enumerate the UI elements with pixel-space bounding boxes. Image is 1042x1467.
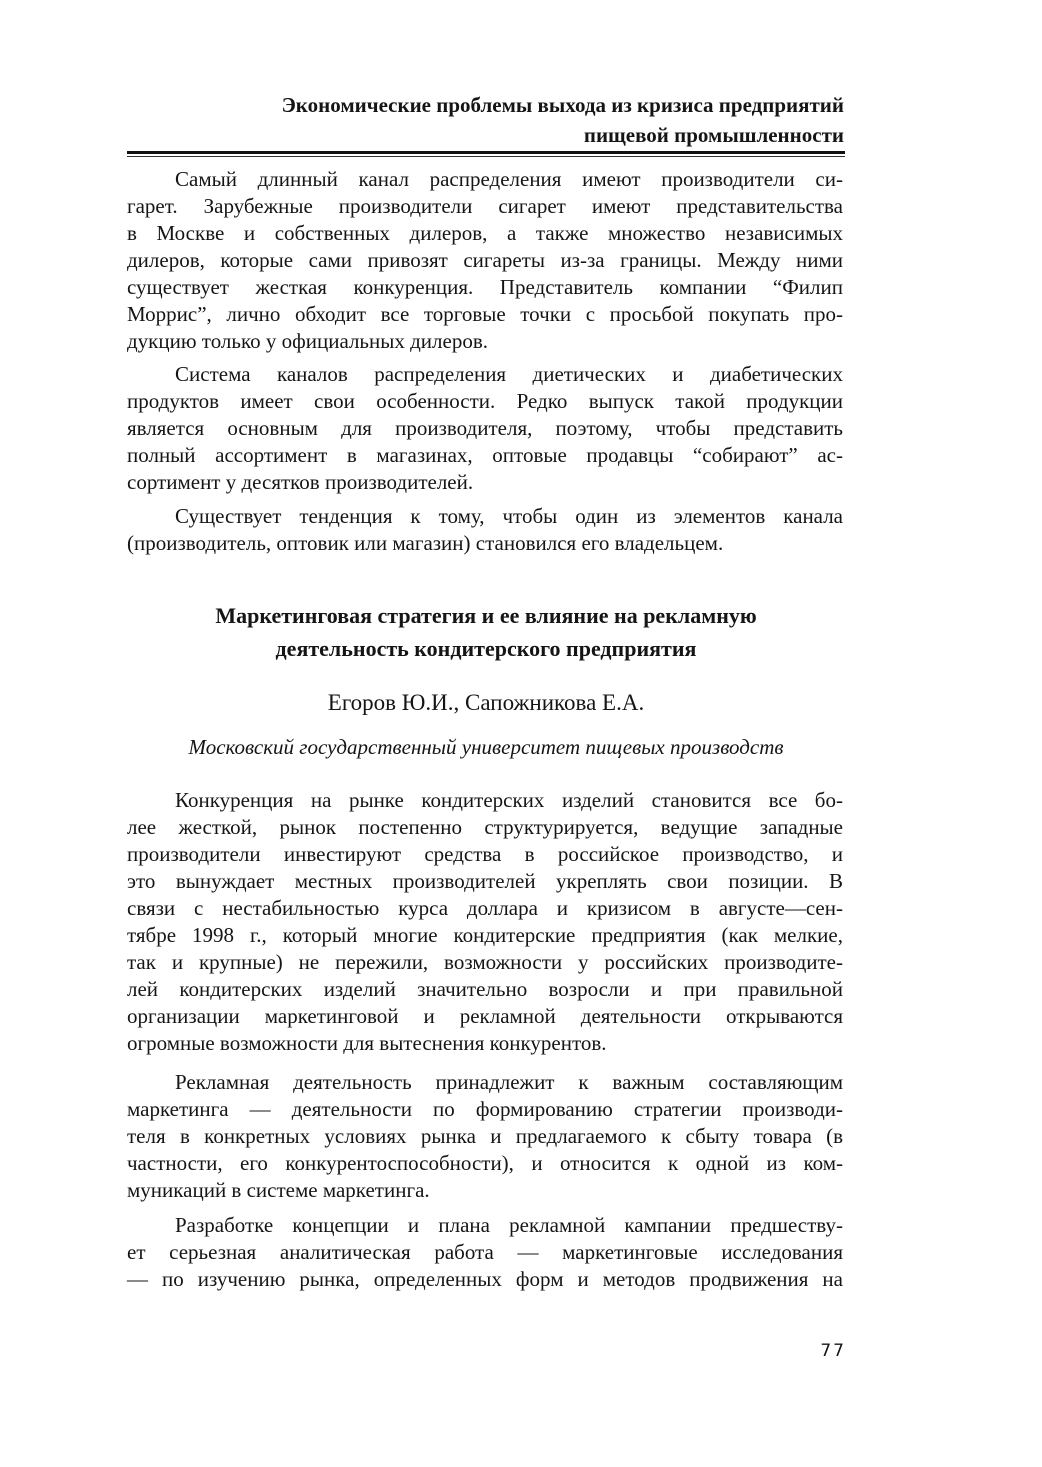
text-line: — по изучению рынка, определенных форм и методов продвижения на — [127, 1267, 843, 1291]
text-line: Рекламная деятельность принадлежит к важным составляющим — [175, 1070, 843, 1094]
text-line: ет серьезная аналитическая работа — маркетинговые исследования — [127, 1240, 843, 1264]
text-line: лей кондитерских изделий значительно возросли и при правильной — [127, 977, 843, 1001]
text-line: огромные возможности для вытеснения конкурентов. — [127, 1031, 607, 1055]
header-rule-thick — [127, 151, 845, 154]
text-line: Разработке концепции и плана рекламной кампании предшеству- — [175, 1213, 843, 1237]
text-line: в Москве и собственных дилеров, а также множество независимых — [127, 221, 843, 245]
article-authors: Егоров Ю.И., Сапожникова Е.А. — [327, 690, 645, 715]
text-line: связи с нестабильностью курса доллара и кризисом в августе—сен- — [127, 896, 843, 920]
text-line: лее жесткой, рынок постепенно структурируется, ведущие западные — [127, 815, 843, 839]
text-line: полный ассортимент в магазинах, оптовые продавцы “собирают” ас- — [127, 443, 843, 467]
article-affiliation: Московский государственный университет пищевых производств — [188, 735, 784, 759]
intro-paragraph-2 — [127, 361, 843, 496]
running-head — [180, 90, 844, 150]
article-title-line-2: деятельность кондитерского предприятия — [275, 636, 697, 661]
text-line: так и крупные) не пережили, возможности у российских производите- — [127, 950, 843, 974]
article-title — [127, 599, 845, 665]
text-line: организации маркетинговой и рекламной деятельности открываются — [127, 1004, 843, 1028]
page-number: 77 — [820, 1341, 846, 1361]
text-line: (производитель, оптовик или магазин) становился его владельцем. — [127, 531, 724, 555]
intro-paragraph-1 — [127, 166, 843, 355]
running-head-line-2: пищевой промышленности — [583, 123, 844, 147]
text-line: продуктов имеет свои особенности. Редко выпуск такой продукции — [127, 389, 843, 413]
text-line: это вынуждает местных производителей укреплять свои позиции. В — [127, 869, 843, 893]
running-head-line-1: Экономические проблемы выхода из кризиса предприятий — [281, 93, 844, 117]
text-line: является основным для производителя, поэтому, чтобы представить — [127, 416, 843, 440]
header-rule-thin — [127, 156, 845, 157]
text-line: Система каналов распределения диетических и диабетических — [175, 362, 843, 386]
body-paragraph-3 — [127, 1212, 843, 1293]
text-line: дилеров, которые сами привозят сигареты из-за границы. Между ними — [127, 248, 843, 272]
text-line: дукцию только у официальных дилеров. — [127, 329, 488, 353]
text-line: гарет. Зарубежные производители сигарет имеют представительства — [127, 194, 843, 218]
text-line: Конкуренция на рынке кондитерских изделий становится все бо- — [175, 788, 843, 812]
article-title-line-1: Маркетинговая стратегия и ее влияние на рекламную — [215, 603, 757, 628]
text-line: Моррис”, лично обходит все торговые точки с просьбой покупать про- — [127, 302, 843, 326]
body-paragraph-2 — [127, 1069, 843, 1204]
body-paragraph-1 — [127, 787, 843, 1057]
text-line: производители инвестируют средства в российское производство, и — [127, 842, 843, 866]
text-line: Самый длинный канал распределения имеют производители си- — [175, 167, 843, 191]
text-line: тябре 1998 г., который многие кондитерские предприятия (как мелкие, — [127, 923, 843, 947]
text-line: сортимент у десятков производителей. — [127, 470, 474, 494]
text-line: Существует тенденция к тому, чтобы один из элементов канала — [175, 504, 843, 528]
intro-paragraph-3 — [127, 503, 843, 557]
text-line: существует жесткая конкуренция. Представитель компании “Филип — [127, 275, 843, 299]
text-line: муникаций в системе маркетинга. — [127, 1178, 430, 1202]
text-line: теля в конкретных условиях рынка и предлагаемого к сбыту товара (в — [127, 1124, 843, 1148]
text-line: частности, его конкурентоспособности), и относится к одной из ком- — [127, 1151, 843, 1175]
text-line: маркетинга — деятельности по формированию стратегии производи- — [127, 1097, 843, 1121]
